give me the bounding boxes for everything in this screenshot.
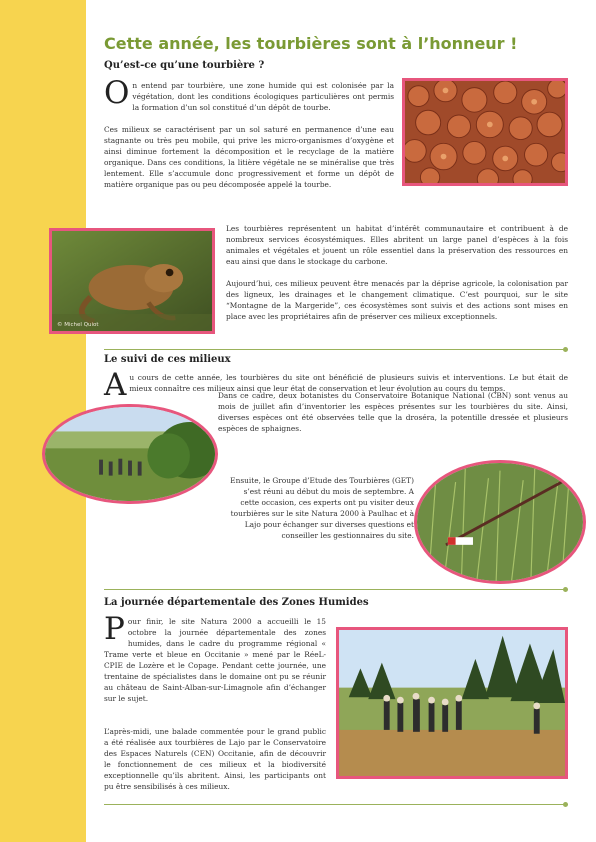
- section1-paragraph-4: Aujourd’hui, ces milieux peuvent être menacés par la déprise agricole, la colonisation par des ligneux, les drainages et le changement climatique. C’est pourquoi, sur le site “Montagne de la Margeride”, ces écosystèmes sont suivis et des actions sont mises en place avec les propriétaires afin de préserver ces milieux exceptionnels.: [226, 279, 568, 321]
- wetland-walk-photo: [336, 627, 568, 779]
- paragraph-text: u cours de cette année, les tourbières du site ont bénéficié de plusieurs suivis et interventions. Le but était de mieux connaître ces milieux ainsi que leur état de conservation et leur évolution au cours du temps.: [129, 373, 568, 393]
- drop-cap: O: [104, 75, 130, 111]
- section1-paragraph-2: Ces milieux se caractérisent par un sol saturé en permanence d’une eau stagnante ou très peu mobile, qui prive les micro-organismes d’oxygène et ainsi diminue fortement la décomposition et le recyclage de la matière organique. Dans ces conditions, la litière végétale ne se minéralise que très lentement. Elle s’accumule donc progressivement et forme un dépôt de matière organique pas ou peu décomposée appelé la tourbe.: [104, 125, 394, 189]
- botanists-field-photo: [42, 404, 218, 504]
- section3-paragraph-1: [104, 611, 326, 704]
- divider-dot: [563, 802, 568, 807]
- divider-dot: [563, 587, 568, 592]
- page-content: [57, 0, 568, 842]
- section2-paragraph-2: Dans ce cadre, deux botanistes du Conservatoire Botanique National (CBN) sont venus au mois de juillet afin d’inventorier les espèces présentes sur les tourbières du site. Ainsi, diverses espèces ont été observées telle que la droséra, la potentille dressée et plusieurs espèces de sphaignes.: [218, 391, 568, 433]
- page-title: Cette année, les tourbières sont à l’honneur !: [104, 34, 518, 53]
- section-divider: [104, 589, 568, 590]
- photo-credit: © Michel Quiot: [57, 322, 99, 328]
- paragraph-text: n entend par tourbière, une zone humide qui est colonisée par la végétation, dont les conditions écologiques particulières ont permis la formation d’un sol constitué d’un dépôt de tourbe.: [132, 81, 394, 112]
- section2-heading: Le suivi de ces milieux: [104, 354, 231, 365]
- section1-paragraph-1: [104, 75, 394, 113]
- paragraph-text: our finir, le site Natura 2000 a accueilli le 15 octobre la journée départementale des zones humides, dans le cadre du programme régional « Trame verte et bleue en Occitanie » mené par le RéeL-CPIE de Lozère et le Copage. Pendant cette journée, une trentaine de spécialistes dans le domaine ont pu se réunir au château de Saint-Alban-sur-Limagnole afin d’échanger sur le sujet.: [104, 617, 326, 703]
- section3-heading: La journée départementale des Zones Humides: [104, 597, 369, 608]
- divider-dot: [563, 347, 568, 352]
- frog-photo: [49, 228, 215, 334]
- section1-heading: Qu’est-ce qu’une tourbière ?: [104, 60, 265, 71]
- drop-cap: P: [104, 611, 125, 647]
- drop-cap: A: [104, 367, 127, 403]
- section1-paragraph-3: Les tourbières représentent un habitat d’intérêt communautaire et contribuent à de nombreux services écosystémiques. Elles abritent un large panel d’espèces à la fois animales et végétales et jouent un rôle essentiel dans la préservation des ressources en eau ainsi que dans le stockage du carbone.: [226, 224, 568, 266]
- section-divider: [104, 349, 568, 350]
- section2-paragraph-3: Ensuite, le Groupe d’Etude des Tourbières (GET) s’est réuni au début du mois de septembre. A cette occasion, ces experts ont pu visiter deux tourbières sur le site Natura 2000 à Paulhac et à Lajo pour échanger sur diverses questions et conseiller les gestionnaires du site.: [230, 476, 414, 540]
- section3-paragraph-2: L’après-midi, une balade commentée pour le grand public a été réalisée aux tourbières de Lajo par le Conservatoire des Espaces Naturels (CEN) Occitanie, afin de découvrir le fonctionnement de ces milieux et la biodiversité exceptionnelle qu’ils abritent. Ainsi, les participants ont pu être sensibilisés à ces milieux.: [104, 727, 326, 791]
- section-divider: [104, 804, 568, 805]
- sphagnum-moss-photo: [402, 78, 568, 186]
- peat-vegetation-photo: [414, 460, 586, 584]
